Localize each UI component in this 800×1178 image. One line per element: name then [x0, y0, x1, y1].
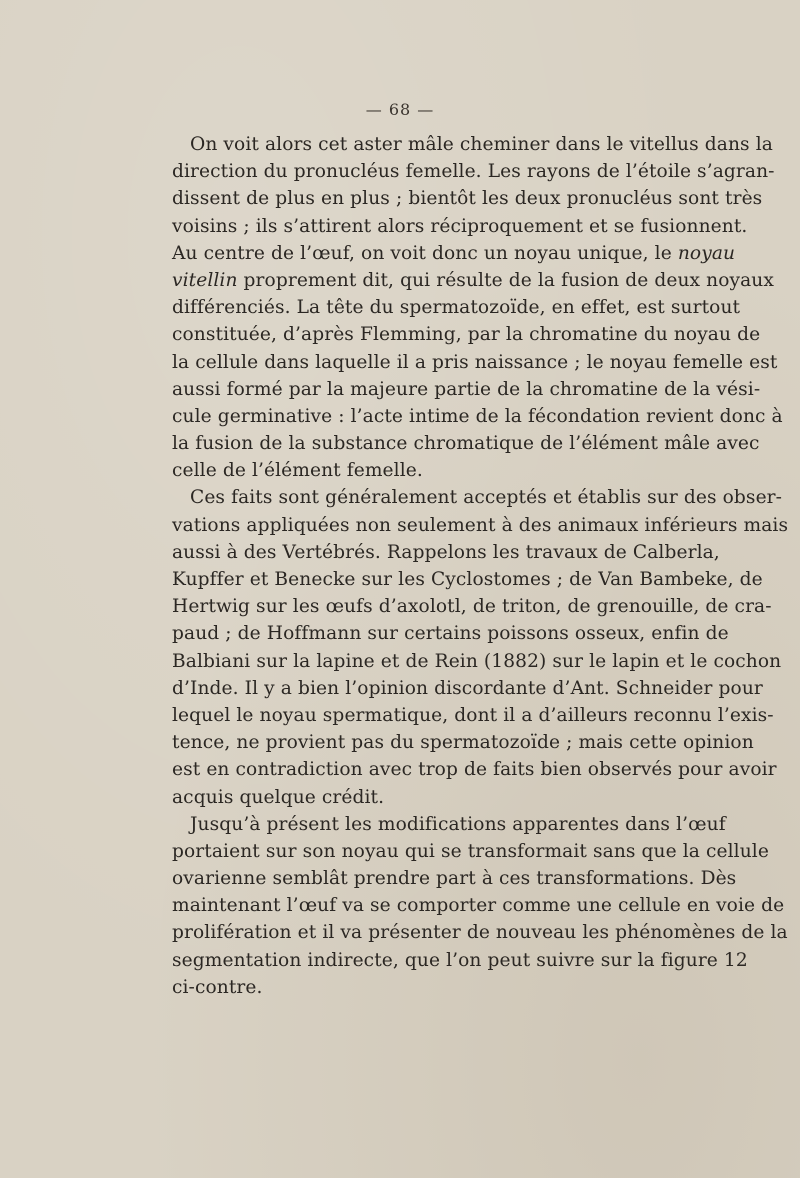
paragraph-3: [172, 811, 788, 1001]
paragraph-2: [172, 484, 789, 810]
text-line: la cellule dans laquelle il a pris naissance ; le noyau femelle est: [172, 351, 778, 373]
text-segment: proprement dit, qui résulte de la fusion de deux noyaux: [237, 269, 774, 291]
italic-term: vitellin: [172, 269, 238, 291]
text-line: Kupffer et Benecke sur les Cyclostomes ; de Van Bambeke, de: [172, 569, 763, 590]
italic-term: noyau: [677, 242, 736, 264]
text-line: aussi à des Vertébrés. Rappelons les travaux de Calberla,: [172, 541, 720, 563]
text-line: [172, 267, 774, 294]
text-line: d’Inde. Il y a bien l’opinion discordante d’Ant. Schneider pour: [172, 677, 763, 699]
page-body: [172, 131, 789, 1001]
text-line: On voit alors cet aster mâle cheminer dans le vitellus dans la: [190, 134, 773, 155]
text-line: direction du pronucléus femelle. Les rayons de l’étoile s’agran-: [172, 161, 775, 183]
text-line: acquis quelque crédit.: [172, 786, 385, 808]
page-number: — 68 —: [365, 100, 435, 119]
text-line: prolifération et il va présenter de nouveau les phénomènes de la: [172, 922, 788, 944]
text-line: [172, 240, 736, 267]
text-line: cule germinative : l’acte intime de la fécondation revient donc à: [172, 405, 783, 427]
text-line: ovarienne semblât prendre part à ces transformations. Dès: [172, 868, 737, 890]
text-line: différenciés. La tête du spermatozoïde, en effet, est surtout: [172, 297, 741, 319]
text-line: la fusion de la substance chromatique de l’élément mâle avec: [172, 433, 760, 455]
text-line: lequel le noyau spermatique, dont il a d’ailleurs reconnu l’exis-: [172, 704, 774, 726]
text-line: est en contradiction avec trop de faits bien observés pour avoir: [172, 759, 777, 781]
text-line: segmentation indirecte, que l’on peut suivre sur la figure 12: [172, 949, 748, 971]
text-line: Hertwig sur les œufs d’axolotl, de triton, de grenouille, de cra-: [172, 596, 772, 618]
text-line: voisins ; ils s’attirent alors réciproquement et se fusionnent.: [172, 215, 748, 237]
text-line: constituée, d’après Flemming, par la chromatine du noyau de: [172, 324, 761, 346]
text-line: aussi formé par la majeure partie de la chromatine de la vési-: [172, 378, 761, 400]
text-line: Jusqu’à présent les modifications apparentes dans l’œuf: [190, 813, 726, 835]
text-line: maintenant l’œuf va se comporter comme une cellule en voie de: [172, 895, 785, 917]
text-line: tence, ne provient pas du spermatozoïde ; mais cette opinion: [172, 732, 754, 754]
paragraph-1: [172, 131, 783, 484]
text-line: dissent de plus en plus ; bientôt les deux pronucléus sont très: [172, 188, 763, 210]
text-line: portaient sur son noyau qui se transformait sans que la cellule: [172, 840, 769, 862]
text-segment: Au centre de l’œuf, on voit donc un noyau unique, le: [172, 242, 672, 264]
text-line: Balbiani sur la lapine et de Rein (1882) sur le lapin et le cochon: [172, 650, 782, 672]
text-line: celle de l’élément femelle.: [172, 460, 423, 482]
text-line: Ces faits sont généralement acceptés et établis sur des obser-: [190, 487, 783, 509]
text-line: paud ; de Hoffmann sur certains poissons osseux, enfin de: [172, 623, 729, 645]
text-line: vations appliquées non seulement à des animaux inférieurs mais: [172, 514, 789, 536]
text-line: ci-contre.: [172, 976, 263, 998]
